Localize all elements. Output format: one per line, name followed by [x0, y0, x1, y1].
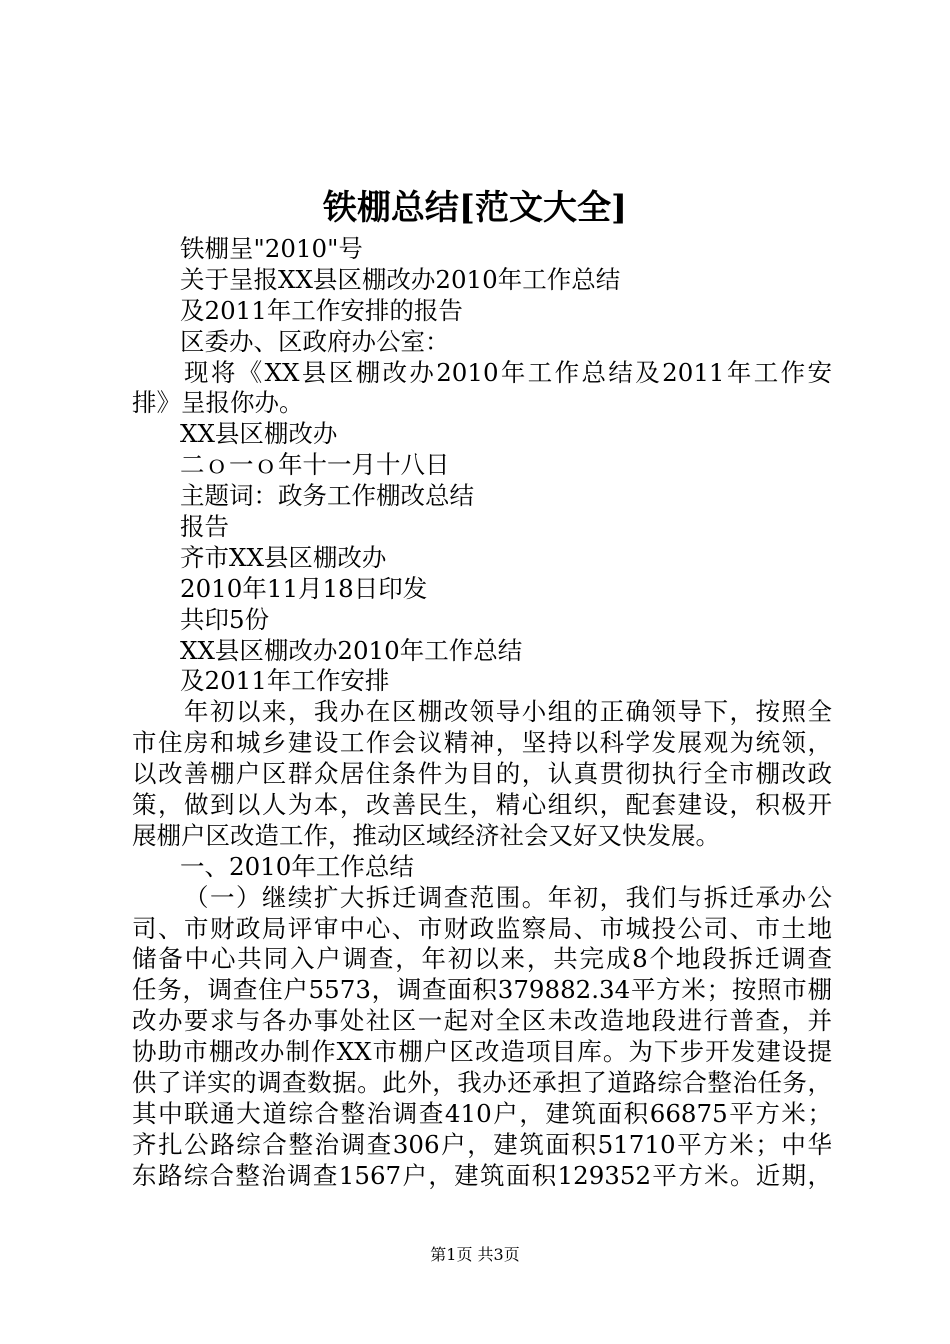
paragraph-line: （一）继续扩大拆迁调查范围。年初，我们与拆迁承办公 [184, 882, 832, 912]
document-body [132, 234, 832, 1192]
paragraph-line: 策，做到以人为本，改善民生，精心组织，配套建设，积极开 [132, 790, 832, 820]
paragraph-line: 供了详实的调查数据。此外，我办还承担了道路综合整治任务， [132, 1068, 832, 1098]
section-title-line-1: XX县区棚改办2010年工作总结 [180, 635, 523, 665]
signature-org: XX县区棚改办 [180, 419, 338, 449]
page-number-footer: 第1页 共3页 [430, 1245, 520, 1264]
section-heading: 一、2010年工作总结 [180, 851, 414, 881]
section-title-line-2: 及2011年工作安排 [180, 666, 390, 696]
paragraph-line: 储备中心共同入户调查，年初以来，共完成8个地段拆迁调查 [132, 944, 832, 974]
keywords-continued: 报告 [180, 512, 229, 542]
paragraph-line: 改办要求与各办事处社区一起对全区未改造地段进行普查，并 [132, 1006, 832, 1036]
body-line: 现将《XX县区棚改办2010年工作总结及2011年工作安 [184, 357, 832, 387]
document-title: 铁棚总结[范文大全] [322, 188, 628, 228]
keywords: 主题词：政务工作棚改总结 [180, 481, 474, 511]
paragraph-line: 其中联通大道综合整治调查410户，建筑面积66875平方米； [132, 1098, 832, 1128]
body-line: 排》呈报你办。 [132, 388, 304, 418]
paragraph-line: 齐扎公路综合整治调查306户，建筑面积51710平方米；中华 [132, 1129, 832, 1159]
print-count: 共印5份 [180, 604, 270, 634]
paragraph-line: 市住房和城乡建设工作会议精神，坚持以科学发展观为统领， [132, 728, 832, 758]
doc-number: 铁棚呈"2010"号 [180, 234, 363, 263]
paragraph-line: 年初以来，我办在区棚改领导小组的正确领导下，按照全 [184, 697, 832, 727]
addressee: 区委办、区政府办公室： [180, 326, 450, 356]
signature-date: 二ｏ一ｏ年十一月十八日 [180, 450, 450, 480]
print-date: 2010年11月18日印发 [180, 573, 428, 603]
paragraph-line: 以改善棚户区群众居住条件为目的，认真贯彻执行全市棚改政 [132, 759, 832, 789]
paragraph-line: 协助市棚改办制作XX市棚户区改造项目库。为下步开发建设提 [132, 1037, 832, 1067]
paragraph-line: 任务，调查住户5573，调查面积379882.34平方米；按照市棚 [132, 975, 832, 1005]
issuer: 齐市XX县区棚改办 [180, 542, 387, 572]
report-title-line-2: 及2011年工作安排的报告 [180, 295, 463, 325]
paragraph-line: 展棚户区改造工作，推动区域经济社会又好又快发展。 [132, 820, 720, 850]
report-title-line-1: 关于呈报XX县区棚改办2010年工作总结 [180, 264, 621, 294]
paragraph-line: 司、市财政局评审中心、市财政监察局、市城投公司、市土地 [132, 913, 832, 943]
paragraph-line: 东路综合整治调查1567户，建筑面积129352平方米。近期， [132, 1160, 832, 1190]
